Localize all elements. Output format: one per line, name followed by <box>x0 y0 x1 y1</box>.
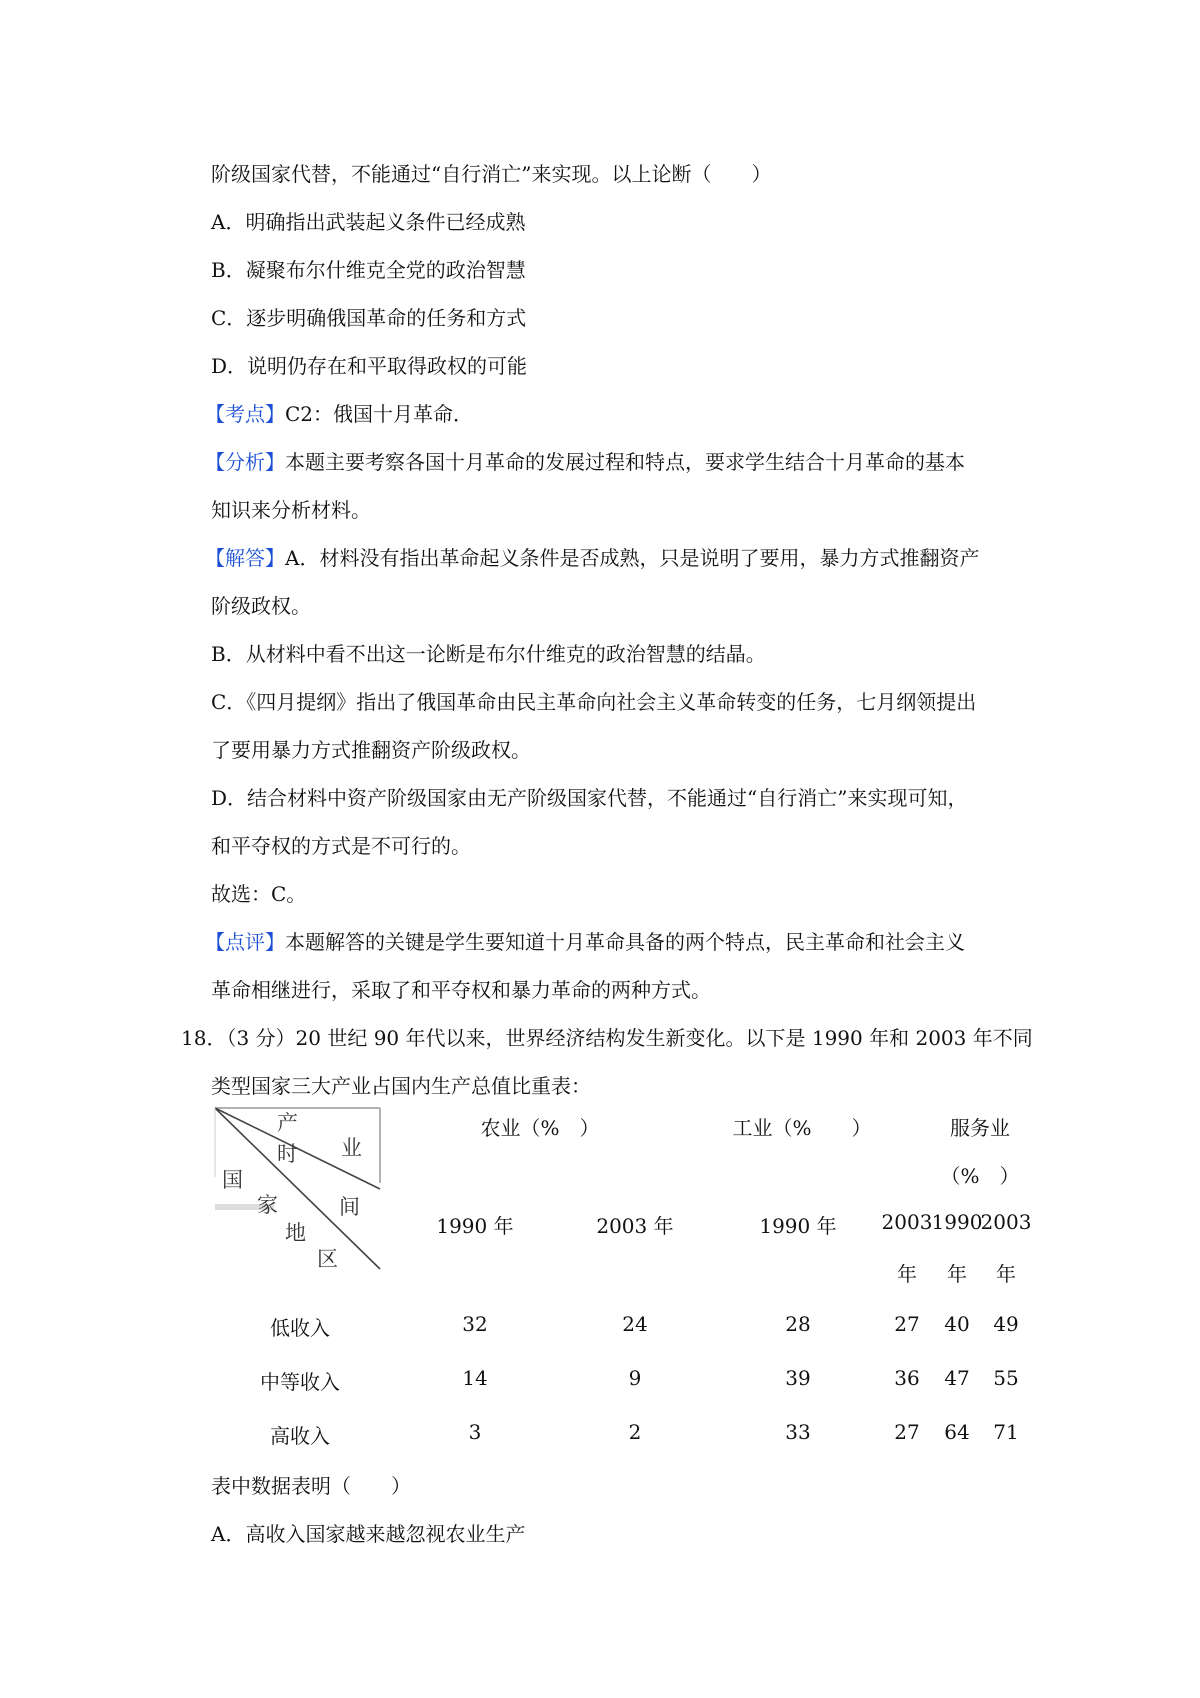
fenxi-text-cont: 知识来分析材料。 <box>211 498 371 522</box>
diag-chan: 产 <box>277 1111 298 1135</box>
q17-option-d: D．说明仍存在和平取得政权的可能 <box>211 354 528 378</box>
jieda-b: B．从材料中看不出这一论断是布尔什维克的政治智慧的结晶。 <box>211 642 766 666</box>
kaodian-tag: 【考点】 <box>205 402 285 426</box>
fenxi-tag: 【分析】 <box>205 450 285 474</box>
table-cell: 32 <box>462 1312 488 1336</box>
table-cell: 2 <box>628 1420 642 1444</box>
table-diagonal-header <box>214 1107 382 1271</box>
jieda-c: C．《四月提纲》指出了俄国革命由民主革命向社会主义革命转变的任务，七月纲领提出 <box>211 690 977 714</box>
table-cell: 39 <box>785 1366 811 1390</box>
row-label: 高收入 <box>270 1424 330 1448</box>
q17-option-a: A．明确指出武装起义条件已经成熟 <box>211 210 526 234</box>
q18-option-a: A．高收入国家越来越忽视农业生产 <box>211 1522 526 1546</box>
table-cell: 24 <box>622 1312 648 1336</box>
jieda-line <box>205 542 979 571</box>
table-cell: 9 <box>628 1366 642 1390</box>
table-cell: 33 <box>785 1420 811 1444</box>
table-cell: 55 <box>993 1366 1019 1390</box>
header-agri-2003: 2003 年 <box>596 1214 674 1238</box>
diag-qu: 区 <box>317 1247 338 1271</box>
header-serv-2003-nian: 年 <box>996 1262 1016 1286</box>
q18-stem-cont: 类型国家三大产业占国内生产总值比重表： <box>211 1074 591 1098</box>
header-serv-1990-nian: 年 <box>947 1262 967 1286</box>
header-ind-2003-nian: 年 <box>897 1262 917 1286</box>
table-cell: 47 <box>944 1366 970 1390</box>
table-cell: 36 <box>894 1366 920 1390</box>
table-cell: 3 <box>468 1420 482 1444</box>
table-cell: 28 <box>785 1312 811 1336</box>
q17-option-b: B．凝聚布尔什维克全党的政治智慧 <box>211 258 526 282</box>
kaodian-line <box>205 398 473 427</box>
table-cell: 71 <box>993 1420 1019 1444</box>
table-cell: 27 <box>894 1420 920 1444</box>
jieda-a-cont: 阶级政权。 <box>211 594 311 618</box>
jieda-tag: 【解答】 <box>205 546 285 570</box>
header-serv-2003: 2003 <box>980 1210 1032 1234</box>
jieda-c-cont: 了要用暴力方式推翻资产阶级政权。 <box>211 738 531 762</box>
header-serv-1990: 1990 <box>931 1210 983 1234</box>
table-cell: 64 <box>944 1420 970 1444</box>
q18-stem: 18．（3 分）20 世纪 90 年代以来，世界经济结构发生新变化。以下是 1990 年和 2003 年不同 <box>181 1026 1033 1050</box>
table-cell: 49 <box>993 1312 1019 1336</box>
row-label: 低收入 <box>270 1316 330 1340</box>
diag-ye: 业 <box>341 1136 362 1160</box>
header-agri-1990: 1990 年 <box>436 1214 514 1238</box>
table-cell: 40 <box>944 1312 970 1336</box>
q18-after-table: 表中数据表明（ ） <box>211 1474 411 1498</box>
fenxi-text: 本题主要考察各国十月革命的发展过程和特点，要求学生结合十月革命的基本 <box>285 450 965 474</box>
header-agriculture: 农业（% ） <box>480 1116 600 1140</box>
kaodian-text: C2：俄国十月革命． <box>285 402 474 426</box>
fenxi-line <box>205 446 965 475</box>
header-service: 服务业 <box>950 1116 1010 1140</box>
q17-option-c: C．逐步明确俄国革命的任务和方式 <box>211 306 527 330</box>
dianping-text-cont: 革命相继进行，采取了和平夺权和暴力革命的两种方式。 <box>211 978 711 1002</box>
diag-di: 地 <box>285 1221 306 1245</box>
q17-stem-tail: 阶级国家代替，不能通过“自行消亡”来实现。以上论断（ ） <box>211 162 772 186</box>
header-ind-2003: 2003 <box>881 1210 933 1234</box>
header-ind-1990: 1990 年 <box>759 1214 837 1238</box>
dianping-line <box>205 926 965 955</box>
jieda-choice: 故选：C。 <box>211 882 307 906</box>
jieda-d: D．结合材料中资产阶级国家由无产阶级国家代替，不能通过“自行消亡”来实现可知， <box>211 786 968 810</box>
diag-guo: 国 <box>222 1168 243 1192</box>
diag-shi: 时 <box>277 1142 298 1166</box>
diag-jia: 家 <box>257 1193 278 1217</box>
dianping-tag: 【点评】 <box>205 930 285 954</box>
table-cell: 27 <box>894 1312 920 1336</box>
jieda-a: A．材料没有指出革命起义条件是否成熟，只是说明了要用，暴力方式推翻资产 <box>285 546 980 570</box>
header-service-pct: （% ） <box>940 1164 1020 1188</box>
header-industry: 工业（% ） <box>732 1116 872 1140</box>
jieda-d-cont: 和平夺权的方式是不可行的。 <box>211 834 471 858</box>
row-label: 中等收入 <box>260 1370 340 1394</box>
dianping-text: 本题解答的关键是学生要知道十月革命具备的两个特点，民主革命和社会主义 <box>285 930 965 954</box>
diag-jian: 间 <box>339 1195 360 1219</box>
table-cell: 14 <box>462 1366 488 1390</box>
